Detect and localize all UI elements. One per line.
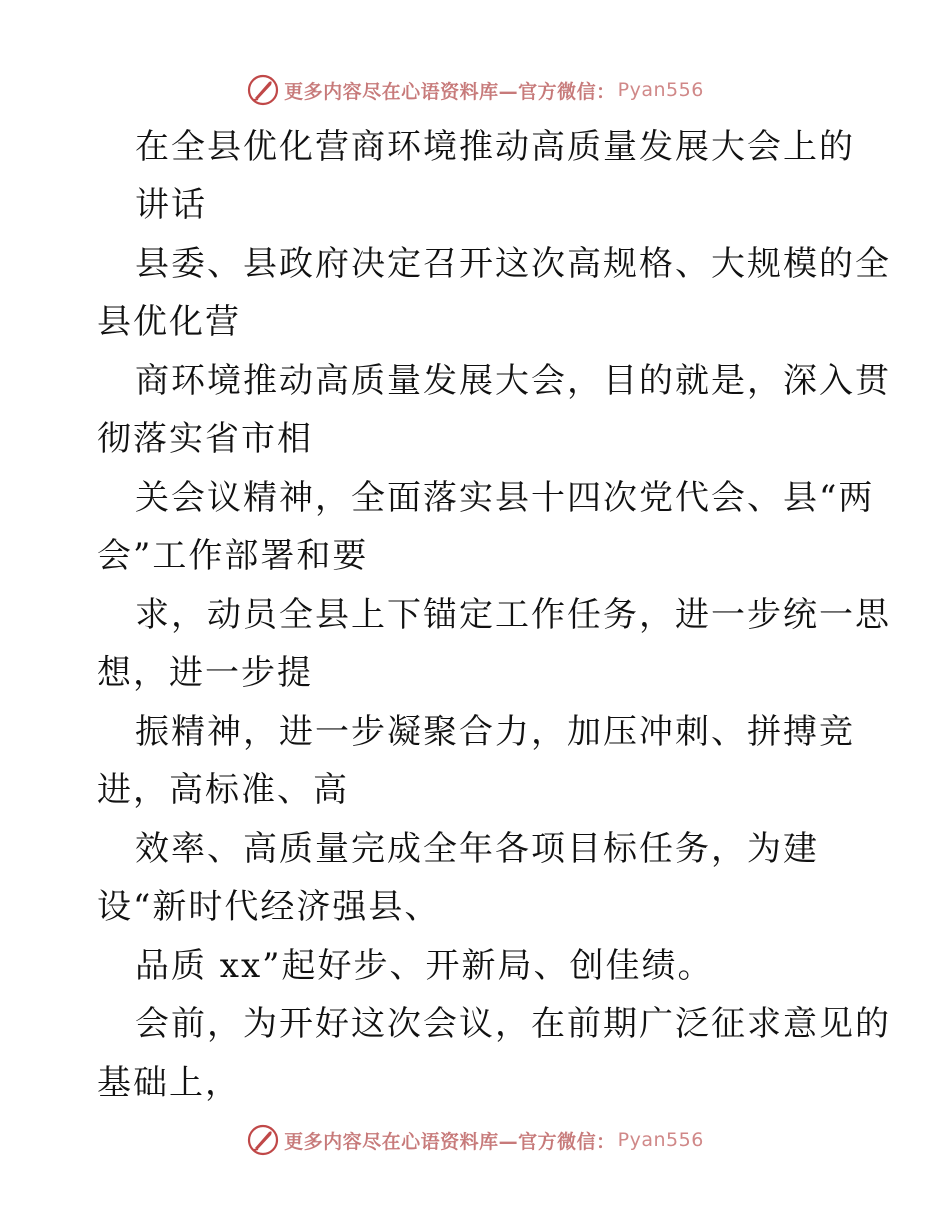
text-line: 品质 xx”起好步、开新局、创佳绩。 <box>135 946 714 986</box>
text-line: 在全县优化营商环境推动高质量发展大会上的 <box>135 127 855 167</box>
text-line: 求，动员全县上下锚定工作任务，进一步统一思 <box>135 595 891 635</box>
watermark-wechat-id: Pyan556 <box>617 1129 704 1151</box>
watermark-wechat-id: Pyan556 <box>617 79 704 101</box>
text-line: 县委、县政府决定召开这次高规格、大规模的全 <box>135 244 891 284</box>
watermark-text: 更多内容尽在心语资料库—官方微信： <box>284 1130 616 1153</box>
text-line: 振精神，进一步凝聚合力，加压冲刺、拼搏竞 <box>135 712 855 752</box>
quill-pen-logo-icon <box>246 1123 280 1157</box>
text-line: 进，高标准、高 <box>97 770 349 810</box>
footer-watermark <box>0 1120 950 1160</box>
quill-pen-logo-icon <box>246 73 280 107</box>
text-line: 效率、高质量完成全年各项目标任务，为建 <box>135 829 819 869</box>
watermark-text: 更多内容尽在心语资料库—官方微信： <box>284 80 616 103</box>
text-line: 会前，为开好这次会议，在前期广泛征求意见的 <box>135 1004 891 1044</box>
text-line: 县优化营 <box>97 302 241 342</box>
text-line: 设“新时代经济强县、 <box>97 887 441 927</box>
text-line: 基础上， <box>97 1063 241 1103</box>
text-line: 会”工作部署和要 <box>97 536 369 576</box>
header-watermark <box>0 70 950 110</box>
text-line: 彻落实省市相 <box>97 419 313 459</box>
text-line: 商环境推动高质量发展大会，目的就是，深入贯 <box>135 361 891 401</box>
text-line: 想，进一步提 <box>97 653 313 693</box>
text-line: 关会议精神，全面落实县十四次党代会、县“两 <box>135 478 875 518</box>
text-line: 讲话 <box>135 185 207 225</box>
